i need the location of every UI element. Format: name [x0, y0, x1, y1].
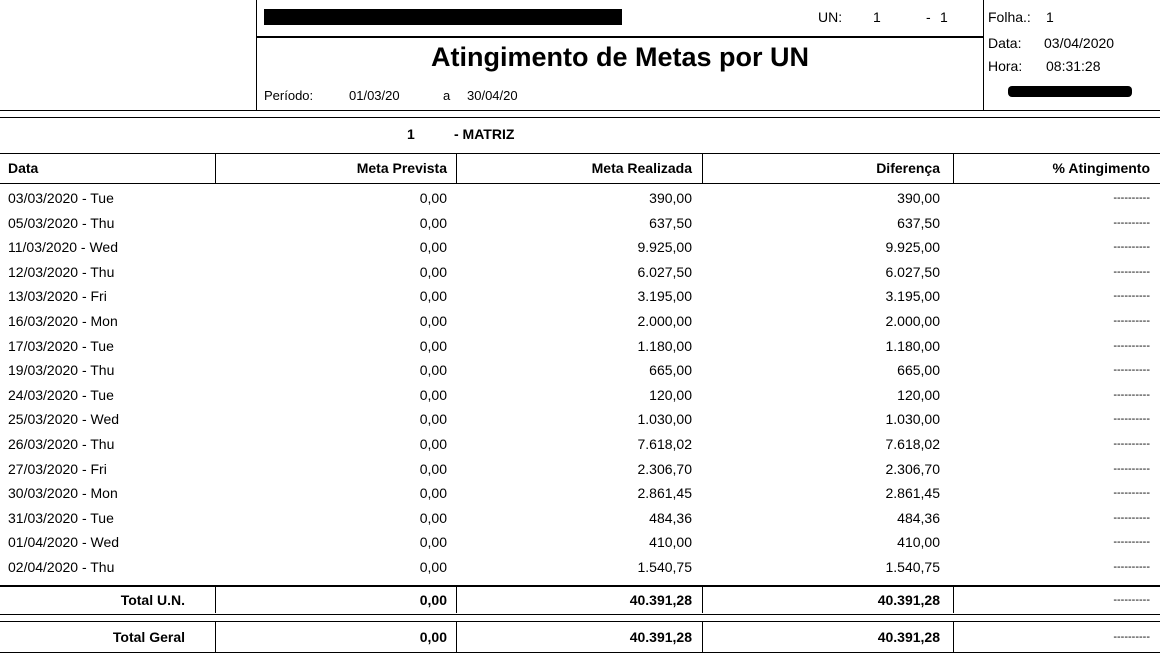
cell-pct-atingimento: ----------	[1113, 511, 1150, 524]
cell-diferenca: 2.861,45	[885, 485, 940, 502]
table-row	[0, 433, 1160, 457]
total-un-realizada: 40.391,28	[629, 592, 692, 608]
cell-diferenca: 2.306,70	[885, 460, 940, 477]
cell-meta-prevista: 0,00	[419, 337, 447, 354]
cell-data: 25/03/2020 - Wed	[8, 411, 120, 428]
hora-label: Hora:	[988, 58, 1023, 74]
table-row	[0, 236, 1160, 260]
total-un-diferenca: 40.391,28	[877, 592, 940, 608]
cell-meta-realizada: 410,00	[649, 534, 692, 551]
cell-data: 16/03/2020 - Mon	[8, 313, 118, 329]
cell-data: 01/04/2020 - Wed	[8, 534, 120, 551]
cell-meta-realizada: 6.027,50	[637, 263, 692, 280]
table-row	[0, 212, 1160, 236]
cell-meta-realizada: 390,00	[649, 190, 692, 206]
cell-pct-atingimento: ----------	[1113, 561, 1150, 573]
cell-meta-realizada: 2.861,45	[637, 485, 692, 502]
cell-meta-prevista: 0,00	[419, 313, 447, 329]
cell-pct-atingimento: ----------	[1113, 413, 1150, 426]
cell-pct-atingimento: ----------	[1113, 487, 1150, 500]
col-header-data: Data	[8, 160, 39, 176]
cell-meta-prevista: 0,00	[419, 263, 447, 280]
cell-diferenca: 6.027,50	[885, 263, 940, 280]
cell-data: 05/03/2020 - Thu	[8, 214, 115, 231]
periodo-separator: a	[443, 88, 451, 103]
cell-diferenca: 3.195,00	[885, 288, 940, 305]
cell-diferenca: 2.000,00	[885, 313, 940, 329]
cell-meta-realizada: 1.030,00	[637, 411, 692, 428]
header-center-divider	[257, 36, 983, 38]
table-row	[0, 482, 1160, 506]
cell-meta-prevista: 0,00	[419, 436, 447, 452]
table-row	[0, 359, 1160, 383]
table-row	[0, 531, 1160, 555]
cell-meta-realizada: 3.195,00	[637, 288, 692, 305]
data-value: 03/04/2020	[1044, 35, 1115, 51]
data-label: Data:	[988, 35, 1022, 51]
cell-pct-atingimento: ----------	[1113, 192, 1150, 204]
unit-divider	[0, 153, 1160, 154]
cell-pct-atingimento: ----------	[1113, 339, 1150, 352]
cell-meta-realizada: 484,36	[649, 509, 692, 526]
cell-meta-realizada: 1.180,00	[637, 337, 692, 354]
cell-diferenca: 120,00	[897, 386, 940, 403]
table-header-row	[0, 157, 1160, 181]
cell-data: 17/03/2020 - Tue	[8, 337, 114, 354]
cell-diferenca: 9.925,00	[885, 239, 940, 256]
cell-diferenca: 1.180,00	[885, 337, 940, 354]
cell-diferenca: 665,00	[897, 362, 940, 379]
cell-data: 12/03/2020 - Thu	[8, 263, 115, 280]
total-geral-pct: ----------	[1113, 631, 1150, 643]
table-row	[0, 384, 1160, 408]
cell-meta-realizada: 2.000,00	[637, 313, 692, 329]
un-separator: -	[926, 9, 931, 25]
cell-pct-atingimento: ----------	[1113, 364, 1150, 377]
total-un-pct: ----------	[1113, 594, 1150, 606]
cell-diferenca: 390,00	[897, 190, 940, 206]
report-header-left-box	[0, 0, 257, 111]
table-row	[0, 285, 1160, 309]
cell-meta-realizada: 1.540,75	[637, 559, 692, 575]
folha-label: Folha.:	[988, 9, 1031, 25]
table-row	[0, 261, 1160, 285]
cell-data: 02/04/2020 - Thu	[8, 559, 115, 575]
col-sep-1	[215, 153, 216, 184]
col-sep-4	[953, 153, 954, 184]
cell-meta-prevista: 0,00	[419, 288, 447, 305]
cell-data: 31/03/2020 - Tue	[8, 509, 114, 526]
total-geral-realizada: 40.391,28	[629, 629, 692, 645]
col-sep-3	[702, 153, 703, 184]
un-from: 1	[873, 9, 881, 25]
cell-pct-atingimento: ----------	[1113, 241, 1150, 254]
cell-data: 03/03/2020 - Tue	[8, 190, 114, 206]
table-row	[0, 458, 1160, 482]
total-un-row	[0, 589, 1160, 613]
total-geral-diferenca: 40.391,28	[877, 629, 940, 645]
cell-pct-atingimento: ----------	[1113, 462, 1150, 475]
cell-diferenca: 1.030,00	[885, 411, 940, 428]
col-header-meta-realizada: Meta Realizada	[591, 160, 692, 176]
cell-meta-prevista: 0,00	[419, 214, 447, 231]
col-header-pct-atingimento: % Atingimento	[1052, 160, 1150, 176]
cell-meta-realizada: 2.306,70	[637, 460, 692, 477]
cell-data: 27/03/2020 - Fri	[8, 460, 107, 477]
cell-meta-realizada: 7.618,02	[637, 436, 692, 452]
hora-value: 08:31:28	[1046, 58, 1101, 74]
cell-meta-prevista: 0,00	[419, 362, 447, 379]
cell-pct-atingimento: ----------	[1113, 388, 1150, 401]
table-row	[0, 310, 1160, 334]
report-title: Atingimento de Metas por UN	[430, 42, 809, 72]
total-un-label: Total U.N.	[120, 592, 185, 608]
cell-meta-realizada: 120,00	[649, 386, 692, 403]
cell-data: 24/03/2020 - Tue	[8, 386, 114, 403]
cell-meta-realizada: 9.925,00	[637, 239, 692, 256]
col-sep-2	[456, 153, 457, 184]
cell-meta-realizada: 637,50	[649, 214, 692, 231]
un-to: 1	[940, 9, 948, 25]
cell-meta-prevista: 0,00	[419, 460, 447, 477]
cell-meta-prevista: 0,00	[419, 190, 447, 206]
cell-pct-atingimento: ----------	[1113, 265, 1150, 278]
un-label: UN:	[818, 9, 843, 25]
unit-code: 1	[407, 126, 415, 142]
cell-pct-atingimento: ----------	[1113, 536, 1150, 549]
cell-meta-prevista: 0,00	[419, 534, 447, 551]
cell-data: 11/03/2020 - Wed	[8, 239, 119, 256]
cell-diferenca: 1.540,75	[885, 559, 940, 575]
cell-meta-prevista: 0,00	[419, 411, 447, 428]
unit-name: - MATRIZ	[454, 126, 515, 142]
col-header-diferenca: Diferença	[876, 160, 940, 176]
periodo-fim: 30/04/20	[467, 88, 518, 103]
cell-meta-prevista: 0,00	[419, 485, 447, 502]
total-geral-row	[0, 626, 1160, 650]
total-geral-prevista: 0,00	[419, 629, 447, 645]
cell-diferenca: 637,50	[897, 214, 940, 231]
table-row	[0, 507, 1160, 531]
cell-diferenca: 7.618,02	[885, 436, 940, 452]
cell-pct-atingimento: ----------	[1113, 290, 1150, 303]
cell-meta-prevista: 0,00	[419, 509, 447, 526]
redacted-company-name	[264, 9, 622, 25]
table-row	[0, 556, 1160, 580]
folha-value: 1	[1046, 9, 1054, 25]
cell-meta-prevista: 0,00	[419, 239, 447, 256]
cell-diferenca: 484,36	[897, 509, 940, 526]
table-row	[0, 408, 1160, 432]
periodo-label: Período:	[264, 88, 314, 103]
total-geral-label: Total Geral	[112, 629, 185, 645]
header-divider	[0, 183, 1160, 184]
table-row	[0, 335, 1160, 359]
cell-diferenca: 410,00	[897, 534, 940, 551]
total-un-divider	[0, 585, 1160, 587]
cell-data: 13/03/2020 - Fri	[8, 288, 107, 305]
total-un-prevista: 0,00	[419, 592, 447, 608]
cell-data: 26/03/2020 - Thu	[8, 436, 115, 452]
col-header-meta-prevista: Meta Prevista	[356, 160, 447, 176]
cell-meta-realizada: 665,00	[649, 362, 692, 379]
cell-pct-atingimento: ----------	[1113, 216, 1150, 229]
cell-data: 30/03/2020 - Mon	[8, 485, 118, 502]
cell-data: 19/03/2020 - Thu	[8, 362, 115, 379]
periodo-inicio: 01/03/20	[349, 88, 400, 103]
table-row	[0, 187, 1160, 211]
cell-meta-prevista: 0,00	[419, 559, 447, 575]
cell-pct-atingimento: ----------	[1113, 315, 1150, 327]
cell-pct-atingimento: ----------	[1113, 438, 1150, 450]
redacted-footer-code	[1008, 86, 1132, 97]
cell-meta-prevista: 0,00	[419, 386, 447, 403]
